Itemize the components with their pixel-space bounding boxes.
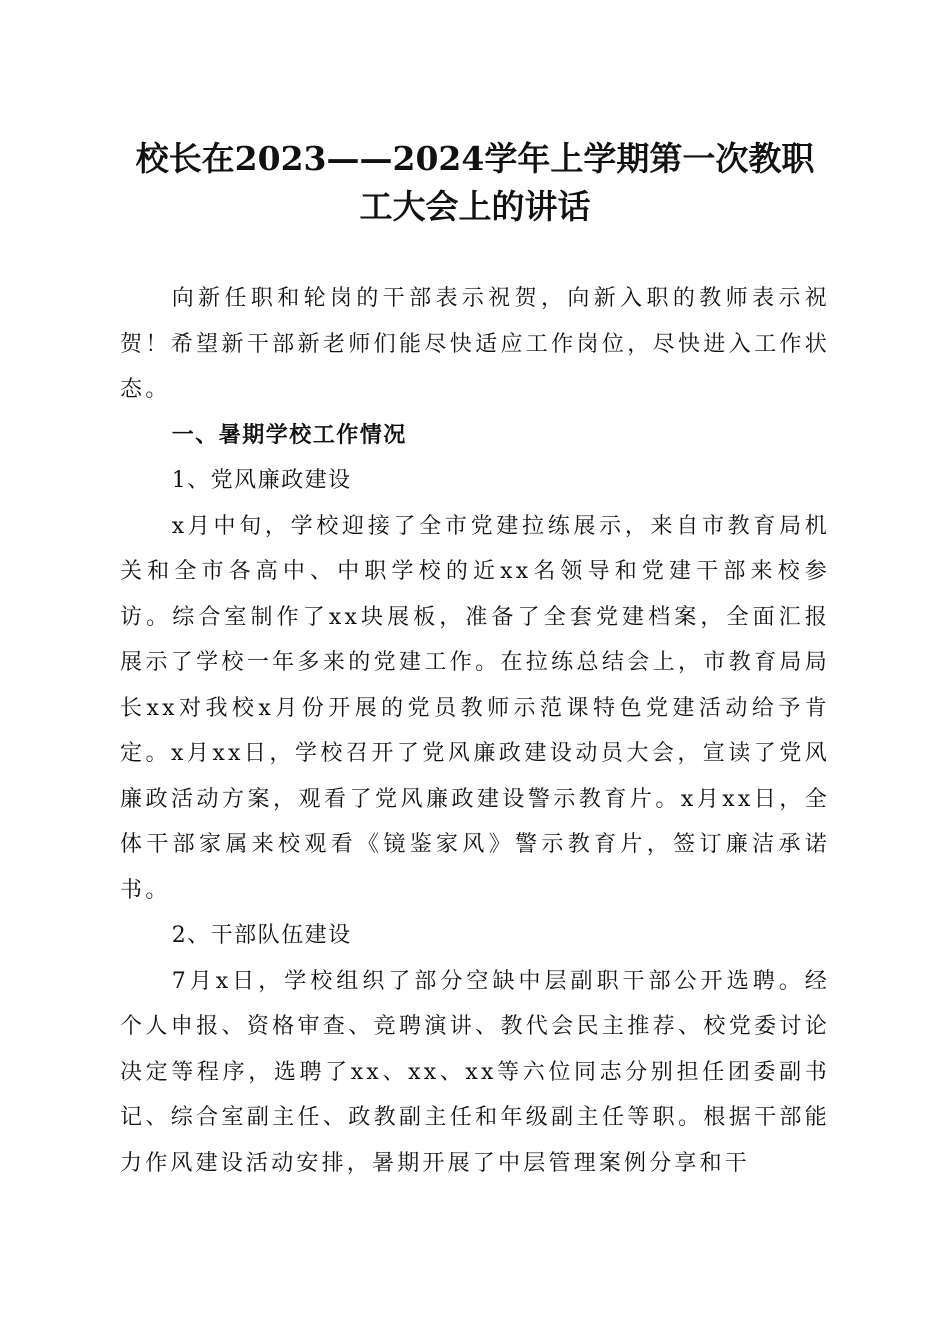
- subsection-heading: 2、干部队伍建设: [171, 923, 352, 948]
- paragraph: 7月x日，学校组织了部分空缺中层副职干部公开选聘。经个人申报、资格审查、竞聘演讲、教代会民主推荐、校党委讨论决定等程序，选聘了xx、xx、xx等六位同志分别担任团委副书记、综合室副主任、政教副主任和年级副主任等职。根据干部能力作风建设活动安排，暑期开展了中层管理案例分享和干: [120, 968, 830, 1176]
- subsection-heading: 1、党风廉政建设: [171, 468, 352, 493]
- title-line-1: 校长在2023——2024学年上学期第一次教职: [135, 139, 815, 178]
- paragraph-intro: 向新任职和轮岗的干部表示祝贺，向新入职的教师表示祝贺！希望新干部新老师们能尽快适应工作岗位，尽快进入工作状态。: [120, 286, 830, 402]
- document-body: [120, 276, 830, 1186]
- section-heading: 一、暑期学校工作情况: [171, 422, 407, 448]
- document-title: [100, 135, 850, 231]
- paragraph: x月中旬，学校迎接了全市党建拉练展示，来自市教育局机关和全市各高中、中职学校的近xx名领导和党建干部来校参访。综合室制作了xx块展板，准备了全套党建档案，全面汇报展示了学校一年多来的党建工作。在拉练总结会上，市教育局局长xx对我校x月份开展的党员教师示范课特色党建活动给予肯定。x月xx日，学校召开了党风廉政建设动员大会，宣读了党风廉政活动方案，观看了党风廉政建设警示教育片。x月xx日，全体干部家属来校观看《镜鉴家风》警示教育片，签订廉洁承诺书。: [120, 513, 830, 903]
- title-line-2: 工大会上的讲话: [359, 187, 591, 226]
